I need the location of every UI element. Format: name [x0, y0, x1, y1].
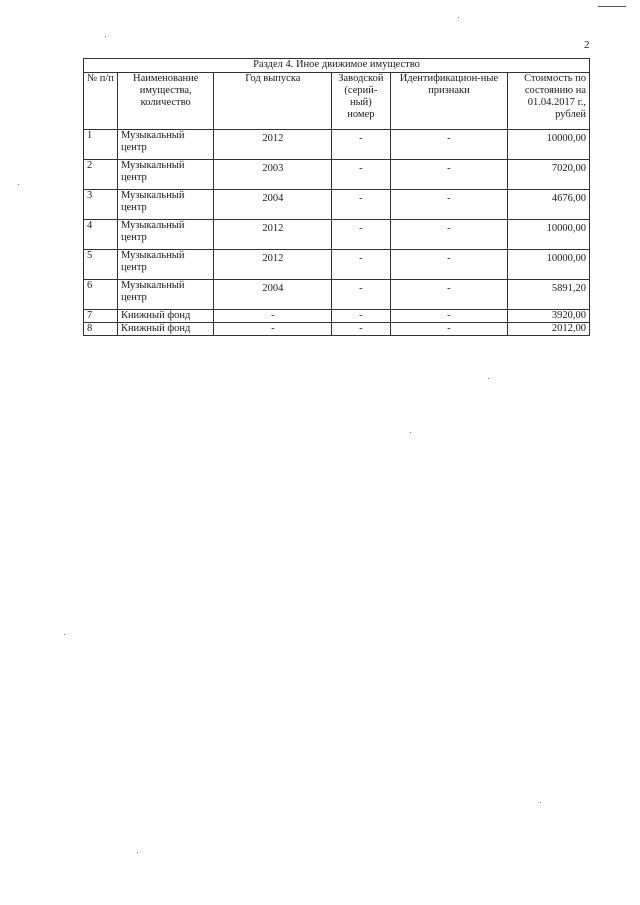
table-row [84, 220, 590, 250]
table-row [84, 250, 590, 280]
cell-cost: 2012,00 [508, 323, 590, 336]
cell-year: - [214, 323, 332, 336]
cell-serial: - [332, 220, 390, 250]
cell-serial: - [332, 130, 390, 160]
cell-number: 4 [84, 220, 118, 250]
table-row [84, 280, 590, 310]
cell-number: 1 [84, 130, 118, 160]
cell-name: Музыкальный центр [117, 220, 214, 250]
cell-year: 2012 [214, 220, 332, 250]
scan-speck [105, 36, 106, 37]
cell-cost: 4676,00 [508, 190, 590, 220]
table-row [84, 310, 590, 323]
cell-year: 2004 [214, 280, 332, 310]
cell-name: Музыкальный центр [117, 250, 214, 280]
table-row [84, 160, 590, 190]
header-ident: Идентификацион-ные признаки [390, 73, 508, 130]
section-title: Раздел 4. Иное движимое имущество [84, 59, 590, 73]
cell-ident: - [390, 130, 508, 160]
cell-cost: 10000,00 [508, 130, 590, 160]
cell-cost: 3920,00 [508, 310, 590, 323]
cell-ident: - [390, 250, 508, 280]
scan-speck [64, 634, 65, 635]
table-row [84, 130, 590, 160]
cell-serial: - [332, 280, 390, 310]
cell-number: 3 [84, 190, 118, 220]
cell-serial: - [332, 310, 390, 323]
header-name: Наименование имущества, количество [117, 73, 214, 130]
cell-name: Музыкальный центр [117, 190, 214, 220]
property-table [83, 58, 590, 336]
cell-serial: - [332, 250, 390, 280]
cell-name: Книжный фонд [117, 310, 214, 323]
cell-name: Музыкальный центр [117, 130, 214, 160]
cell-ident: - [390, 280, 508, 310]
page-number: 2 [584, 39, 590, 51]
cell-ident: - [390, 323, 508, 336]
cell-cost: 5891,20 [508, 280, 590, 310]
cell-year: 2003 [214, 160, 332, 190]
cell-number: 2 [84, 160, 118, 190]
cell-year: - [214, 310, 332, 323]
cell-ident: - [390, 220, 508, 250]
corner-scan-mark [598, 6, 626, 7]
header-serial: Заводской (серий-ный) номер [332, 73, 390, 130]
cell-year: 2012 [214, 250, 332, 280]
cell-ident: - [390, 310, 508, 323]
cell-year: 2012 [214, 130, 332, 160]
cell-ident: - [390, 190, 508, 220]
cell-serial: - [332, 160, 390, 190]
cell-number: 8 [84, 323, 118, 336]
header-number: № п/п [84, 73, 118, 130]
header-cost: Стоимость по состоянию на 01.04.2017 г., рублей [508, 73, 590, 130]
table-row [84, 190, 590, 220]
cell-serial: - [332, 190, 390, 220]
cell-year: 2004 [214, 190, 332, 220]
cell-cost: 10000,00 [508, 250, 590, 280]
header-year: Год выпуска [214, 73, 332, 130]
cell-name: Музыкальный центр [117, 280, 214, 310]
scan-speck [540, 802, 541, 803]
table-row [84, 323, 590, 336]
cell-serial: - [332, 323, 390, 336]
cell-number: 5 [84, 250, 118, 280]
table-body [84, 130, 590, 336]
cell-name: Книжный фонд [117, 323, 214, 336]
cell-ident: - [390, 160, 508, 190]
scan-speck [18, 184, 19, 185]
cell-cost: 7020,00 [508, 160, 590, 190]
cell-number: 6 [84, 280, 118, 310]
scan-speck [458, 17, 459, 18]
cell-number: 7 [84, 310, 118, 323]
cell-name: Музыкальный центр [117, 160, 214, 190]
cell-cost: 10000,00 [508, 220, 590, 250]
scan-speck [137, 852, 138, 853]
scan-speck [410, 432, 411, 433]
scan-speck [488, 378, 489, 379]
table-header-row [84, 73, 590, 130]
